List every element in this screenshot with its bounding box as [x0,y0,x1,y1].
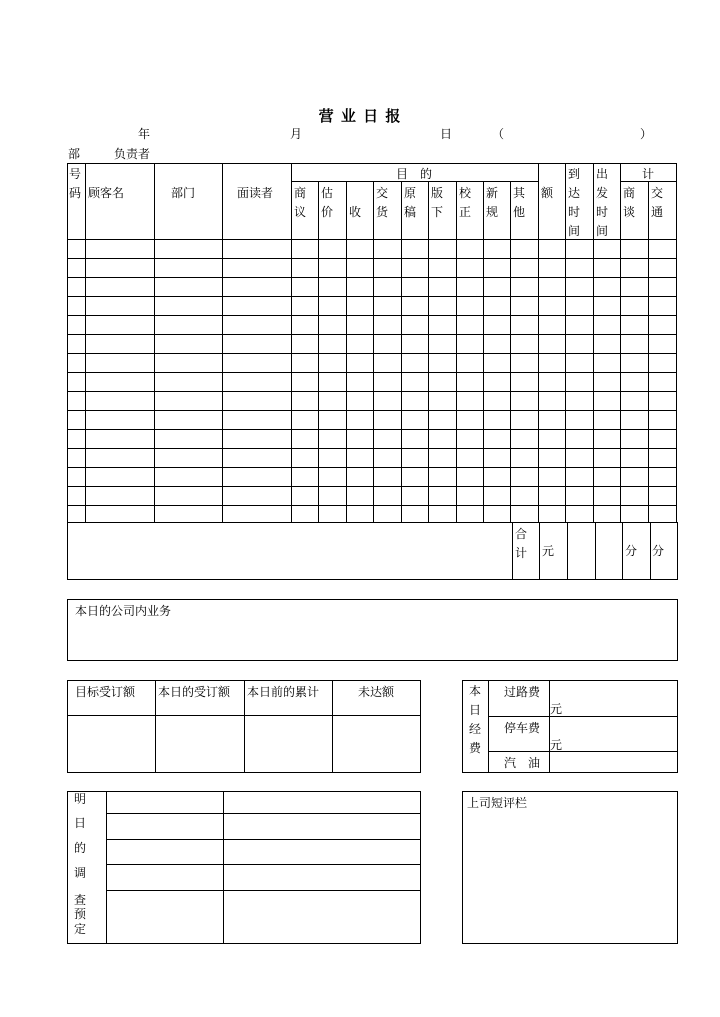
expense-toll-label: 过路费 [504,685,541,699]
page-title: 营 业 日 报 [318,107,402,125]
purpose-col-delivery: 交 货 [375,186,388,219]
purpose-col-manuscript: 原 稿 [403,186,416,219]
total-unit-minute-1: 分 [625,544,638,558]
expense-parking-unit: 元 [550,738,563,752]
col-number-header: 号 码 [68,167,81,200]
purpose-col-negotiation: 商 议 [293,186,306,219]
col-interviewee-header: 面读者 [237,186,274,200]
expenses-table [462,680,678,773]
manager-label: 负责者 [114,147,151,161]
time-col-traffic: 交 通 [650,186,663,219]
purpose-col-collection: 收 [348,205,361,219]
paren-close: ） [640,127,653,141]
orders-target-header: 目标受订额 [75,685,136,699]
purpose-col-plate: 版 下 [430,186,443,219]
orders-unachieved-header: 未达额 [358,685,395,699]
time-header: 计 [642,167,655,181]
expense-parking-label: 停车费 [504,721,541,735]
col-amount-header: 额 [540,186,553,200]
purpose-col-new: 新 规 [485,186,498,219]
tomorrow-schedule-table: 明 日 的 调 查 预 定 [67,791,421,944]
month-label: 月 [290,127,303,141]
paren-open: （ [492,127,505,141]
department-label: 部 [68,147,81,161]
total-label: 合 计 [514,527,527,560]
internal-business-box[interactable] [67,599,678,661]
total-unit-yuan: 元 [542,544,555,558]
purpose-col-proof: 校 正 [458,186,471,219]
orders-today-header: 本日的受订额 [158,685,231,699]
year-label: 年 [138,127,151,141]
supervisor-comment-label: 上司短评栏 [467,796,528,810]
col-arrival-header: 到 达 时 间 [567,167,580,238]
orders-cumulative-header: 本日前的累计 [247,685,320,699]
col-department-header: 部门 [171,186,196,200]
expense-gas-label: 汽 油 [504,756,541,770]
expense-toll-unit: 元 [550,702,563,716]
purpose-col-estimate: 估 价 [320,186,333,219]
time-col-talk: 商 谈 [622,186,635,219]
internal-business-label: 本日的公司内业务 [75,604,172,618]
total-unit-minute-2: 分 [652,544,665,558]
expenses-label: 本 日 经 费 [468,684,481,755]
col-customer-header: 顾客名 [88,186,125,200]
day-label: 日 [440,127,453,141]
col-departure-header: 出 发 时 间 [595,167,608,238]
supervisor-comment-box[interactable] [462,791,678,944]
orders-table [67,680,421,773]
purpose-col-other: 其 他 [512,186,525,219]
purpose-header: 目 的 [396,167,433,181]
